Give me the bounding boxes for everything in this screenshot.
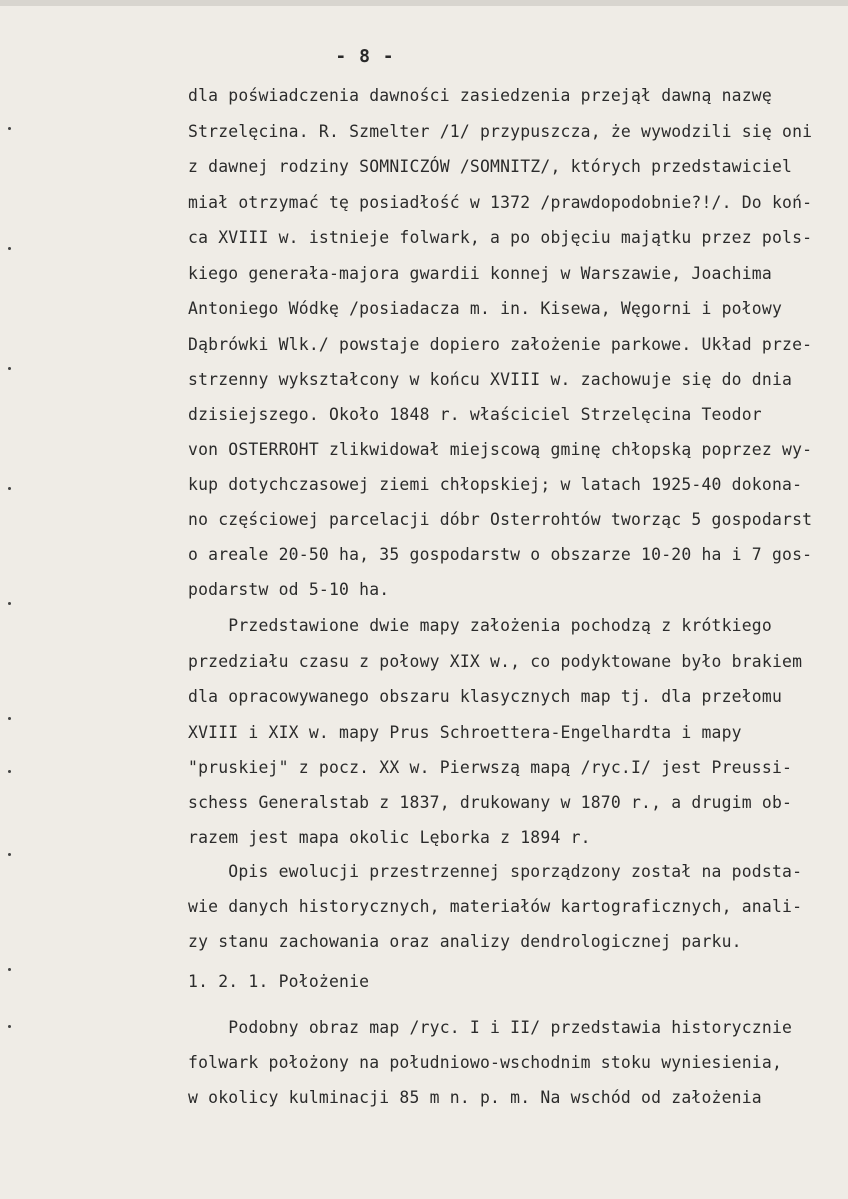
text-line: razem jest mapa okolic Lęborka z 1894 r. bbox=[188, 828, 591, 847]
text-line: ca XVIII w. istnieje folwark, a po objęciu majątku przez pols- bbox=[188, 228, 813, 247]
text-line: schess Generalstab z 1837, drukowany w 1870 r., a drugim ob- bbox=[188, 793, 793, 812]
text-line: Opis ewolucji przestrzennej sporządzony został na podsta- bbox=[188, 862, 803, 881]
text-line: przedziału czasu z połowy XIX w., co podyktowane było brakiem bbox=[188, 652, 803, 671]
text-line: strzenny wykształcony w końcu XVIII w. zachowuje się do dnia bbox=[188, 370, 793, 389]
text-line: Antoniego Wódkę /posiadacza m. in. Kisewa, Węgorni i połowy bbox=[188, 299, 783, 318]
text-line: XVIII i XIX w. mapy Prus Schroettera-Engelhardta i mapy bbox=[188, 723, 742, 742]
margin-mark bbox=[8, 247, 11, 250]
text-line: Przedstawione dwie mapy założenia pochodzą z krótkiego bbox=[188, 616, 772, 635]
text-line: dla opracowywanego obszaru klasycznych map tj. dla przełomu bbox=[188, 687, 783, 706]
page-number: - 8 - bbox=[335, 46, 395, 67]
text-line: "pruskiej" z pocz. XX w. Pierwszą mapą /ryc.I/ jest Preussi- bbox=[188, 758, 793, 777]
margin-mark bbox=[8, 968, 11, 971]
text-line: Podobny obraz map /ryc. I i II/ przedstawia historycznie bbox=[188, 1018, 793, 1037]
section-heading: 1. 2. 1. Położenie bbox=[188, 972, 370, 991]
text-line: podarstw od 5-10 ha. bbox=[188, 580, 390, 599]
text-line: dzisiejszego. Około 1848 r. właściciel Strzelęcina Teodor bbox=[188, 405, 762, 424]
text-line: kiego generała-majora gwardii konnej w Warszawie, Joachima bbox=[188, 264, 772, 283]
text-line: zy stanu zachowania oraz analizy dendrologicznej parku. bbox=[188, 932, 742, 951]
margin-mark bbox=[8, 770, 11, 773]
margin-mark bbox=[8, 853, 11, 856]
text-line: dla poświadczenia dawności zasiedzenia przejął dawną nazwę bbox=[188, 86, 772, 105]
margin-mark bbox=[8, 367, 11, 370]
text-line: no częściowej parcelacji dóbr Osterrohtów tworząc 5 gospodarst bbox=[188, 510, 813, 529]
text-line: Strzelęcina. R. Szmelter /1/ przypuszcza, że wywodzili się oni bbox=[188, 122, 813, 141]
margin-mark bbox=[8, 717, 11, 720]
text-line: o areale 20-50 ha, 35 gospodarstw o obszarze 10-20 ha i 7 gos- bbox=[188, 545, 813, 564]
scan-edge bbox=[0, 0, 848, 6]
margin-mark bbox=[8, 127, 11, 130]
text-line: w okolicy kulminacji 85 m n. p. m. Na wschód od założenia bbox=[188, 1088, 762, 1107]
margin-mark bbox=[8, 1025, 11, 1028]
margin-mark bbox=[8, 602, 11, 605]
text-line: wie danych historycznych, materiałów kartograficznych, anali- bbox=[188, 897, 803, 916]
text-line: z dawnej rodziny SOMNICZÓW /SOMNITZ/, których przedstawiciel bbox=[188, 157, 793, 176]
text-line: kup dotychczasowej ziemi chłopskiej; w latach 1925-40 dokona- bbox=[188, 475, 803, 494]
text-line: miał otrzymać tę posiadłość w 1372 /prawdopodobnie?!/. Do koń- bbox=[188, 193, 813, 212]
text-line: folwark położony na południowo-wschodnim stoku wyniesienia, bbox=[188, 1053, 783, 1072]
text-line: von OSTERROHT zlikwidował miejscową gminę chłopską poprzez wy- bbox=[188, 440, 813, 459]
text-line: Dąbrówki Wlk./ powstaje dopiero założenie parkowe. Układ prze- bbox=[188, 335, 813, 354]
margin-mark bbox=[8, 487, 11, 490]
